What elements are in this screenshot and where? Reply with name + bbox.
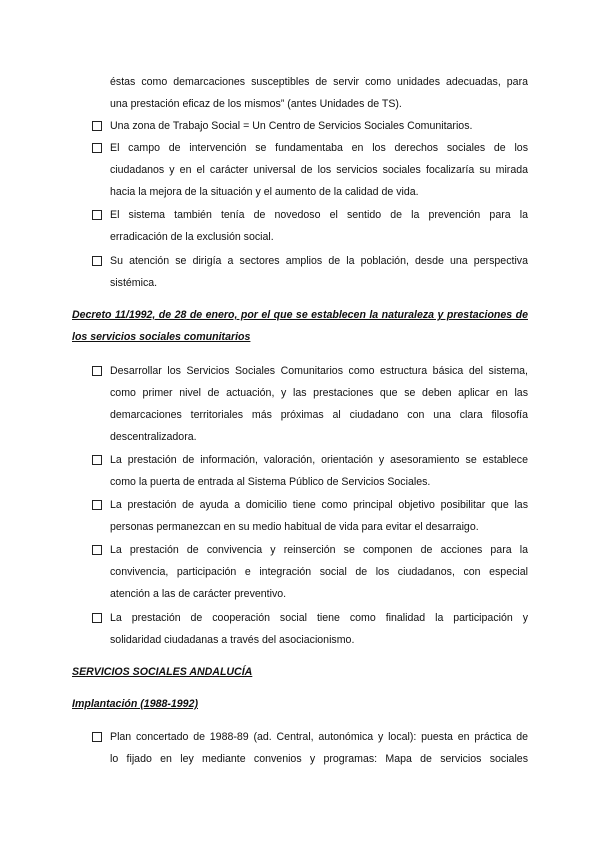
bullet-3-1-line-2: lo fijado en ley mediante convenios y programas: Mapa de servicios sociales	[110, 753, 528, 765]
intro-line-1: éstas como demarcaciones susceptibles de servir como unidades adecuadas, para	[110, 76, 528, 88]
andalucia-heading: SERVICIOS SOCIALES ANDALUCÍA	[72, 666, 253, 678]
bullet-2-2-line-2: como la puerta de entrada al Sistema Público de Servicios Sociales.	[110, 476, 431, 488]
bullet-2-1-line-3: demarcaciones territoriales más próximas al ciudadano con una clara filosofía	[110, 409, 528, 421]
bullet-2-1-line-4: descentralizadora.	[110, 431, 197, 443]
checkbox-icon	[92, 366, 102, 376]
bullet-2-5-line-2: solidaridad ciudadanas a través del asociacionismo.	[110, 634, 355, 646]
bullet-2-4-line-3: atención a las de carácter preventivo.	[110, 588, 287, 600]
bullet-2-4-line-1: La prestación de convivencia y reinserción se componen de acciones para la	[110, 544, 528, 556]
bullet-2-1-line-1: Desarrollar los Servicios Sociales Comunitarios como estructura básica del sistema,	[110, 365, 528, 377]
bullet-2-1-line-2: como primer nivel de actuación, y las prestaciones que se deben aplicar en las	[110, 387, 528, 399]
bullet-1-1-line-1: Una zona de Trabajo Social = Un Centro de Servicios Sociales Comunitarios.	[110, 120, 473, 132]
checkbox-icon	[92, 121, 102, 131]
checkbox-icon	[92, 500, 102, 510]
checkbox-icon	[92, 210, 102, 220]
bullet-2-2-line-1: La prestación de información, valoración, orientación y asesoramiento se establece	[110, 454, 528, 466]
bullet-3-1-line-1: Plan concertado de 1988-89 (ad. Central, autonómica y local): puesta en práctica de	[110, 731, 528, 743]
checkbox-icon	[92, 455, 102, 465]
decreto-heading-line-1: Decreto 11/1992, de 28 de enero, por el que se establecen la naturaleza y prestaciones de	[72, 309, 528, 321]
bullet-1-2-line-1: El campo de intervención se fundamentaba en los derechos sociales de los	[110, 142, 528, 154]
checkbox-icon	[92, 613, 102, 623]
bullet-2-3-line-1: La prestación de ayuda a domicilio tiene como principal objetivo posibilitar que las	[110, 499, 528, 511]
bullet-1-4-line-2: sistémica.	[110, 277, 158, 289]
decreto-heading-line-2: los servicios sociales comunitarios	[72, 331, 251, 343]
bullet-1-2-line-2: ciudadanos y en el carácter universal de los servicios sociales focalizaría su mirada	[110, 164, 528, 176]
bullet-2-3-line-2: personas permanezcan en su medio habitual de vida para evitar el desarraigo.	[110, 521, 479, 533]
intro-line-2: una prestación eficaz de los mismos” (antes Unidades de TS).	[110, 98, 402, 110]
implantacion-heading: Implantación (1988-1992)	[72, 698, 198, 710]
bullet-1-4-line-1: Su atención se dirigía a sectores amplios de la población, desde una perspectiva	[110, 255, 528, 267]
checkbox-icon	[92, 732, 102, 742]
bullet-2-5-line-1: La prestación de cooperación social tiene como finalidad la participación y	[110, 612, 528, 624]
bullet-2-4-line-2: convivencia, participación e integración social de los ciudadanos, con especial	[110, 566, 528, 578]
bullet-1-2-line-3: hacia la mejora de la situación y el aumento de la calidad de vida.	[110, 186, 419, 198]
bullet-1-3-line-2: erradicación de la exclusión social.	[110, 231, 274, 243]
bullet-1-3-line-1: El sistema también tenía de novedoso el sentido de la prevención para la	[110, 209, 528, 221]
checkbox-icon	[92, 256, 102, 266]
checkbox-icon	[92, 143, 102, 153]
checkbox-icon	[92, 545, 102, 555]
